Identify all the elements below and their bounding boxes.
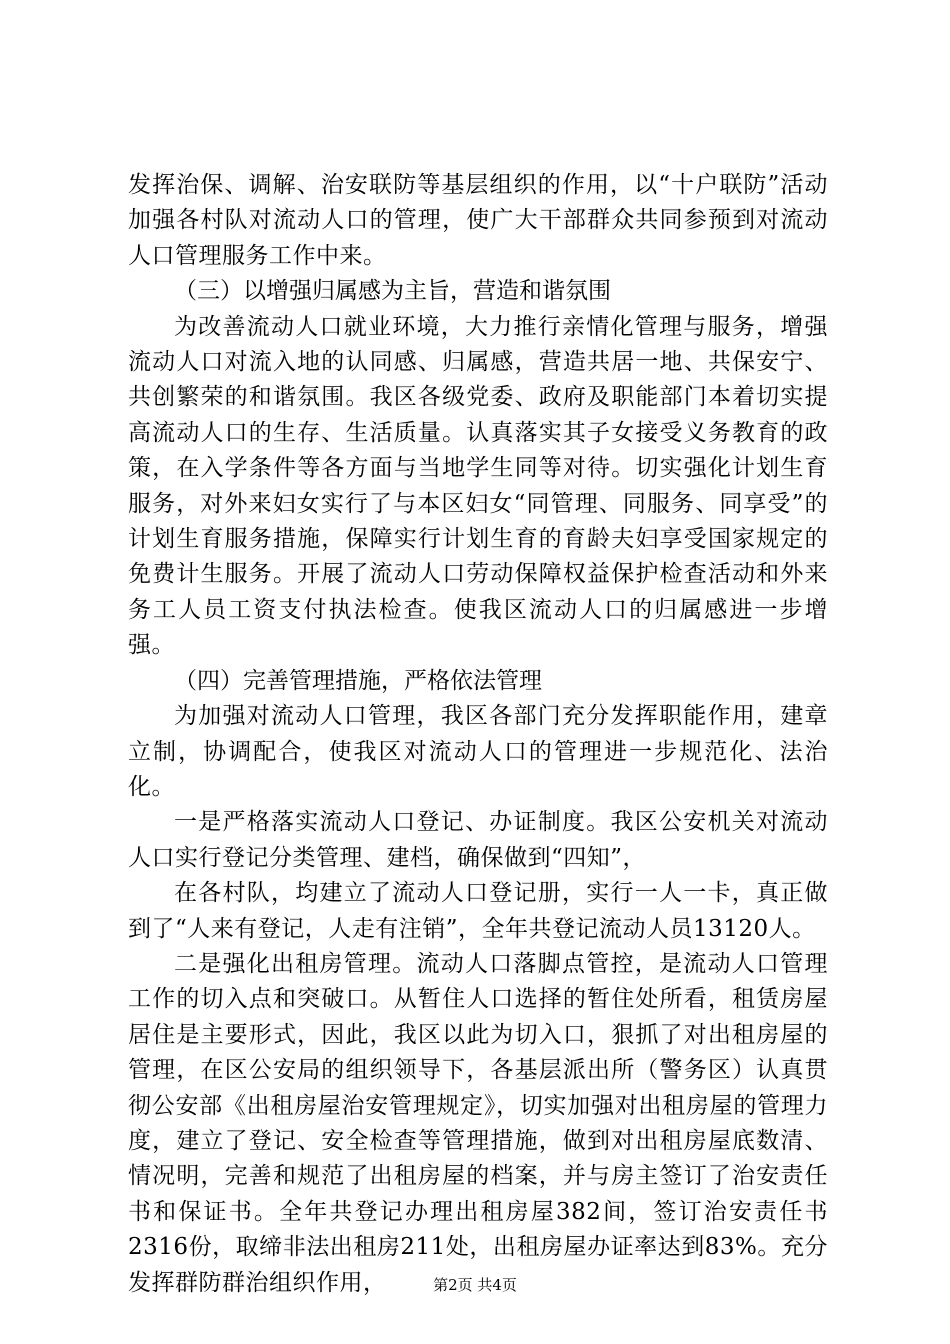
page-number: 第2页 共4页 [433,1276,517,1294]
paragraph-5: 为加强对流动人口管理，我区各部门充分发挥职能作用，建章立制，协调配合，使我区对流动人口的管理进一步规范化、法治化。 [128,703,828,800]
document-body [128,168,828,1301]
paragraph-7: 在各村队，均建立了流动人口登记册，实行一人一卡，真正做到了“人来有登记，人走有注销”，全年共登记流动人员13120人。 [128,880,828,942]
paragraph-8: 二是强化出租房管理。流动人口落脚点管控，是流动人口管理工作的切入点和突破口。从暂住人口选择的暂住处所看，租赁房屋居住是主要形式，因此，我区以此为切入口，狠抓了对出租房屋的管理，在区公安局的组织领导下，各基层派出所（警务区）认真贯彻公安部《出租房屋治安管理规定》，切实加强对出租房屋的管理力度，建立了登记、安全检查等管理措施，做到对出租房屋底数清、情况明，完善和规范了出租房屋的档案，并与房主签订了治安责任书和保证书。全年共登记办理出租房屋382间，签订治安责任书2316份，取缔非法出租房211处，出租房屋办证率达到83%。充分发挥群防群治组织作用， [128,950,828,1296]
paragraph-6: 一是严格落实流动人口登记、办证制度。我区公安机关对流动人口实行登记分类管理、建档，确保做到“四知”， [128,809,828,871]
paragraph-1: 发挥治保、调解、治安联防等基层组织的作用，以“十户联防”活动加强各村队对流动人口的管理，使广大干部群众共同参预到对流动人口管理服务工作中来。 [128,172,828,269]
section-heading-3: （三）以增强归属感为主旨，营造和谐氛围 [174,278,611,305]
paragraph-3: 为改善流动人口就业环境，大力推行亲情化管理与服务，增强流动人口对流入地的认同感、归属感，营造共居一地、共保安宁、共创繁荣的和谐氛围。我区各级党委、政府及职能部门本着切实提高流动人口的生存、生活质量。认真落实其子女接受义务教育的政策，在入学条件等各方面与当地学生同等对待。切实强化计划生育服务，对外来妇女实行了与本区妇女“同管理、同服务、同享受”的计划生育服务措施，保障实行计划生育的育龄夫妇享受国家规定的免费计生服务。开展了流动人口劳动保障权益保护检查活动和外来务工人员工资支付执法检查。使我区流动人口的归属感进一步增强。 [128,313,828,659]
section-heading-4: （四）完善管理措施，严格依法管理 [174,667,542,694]
